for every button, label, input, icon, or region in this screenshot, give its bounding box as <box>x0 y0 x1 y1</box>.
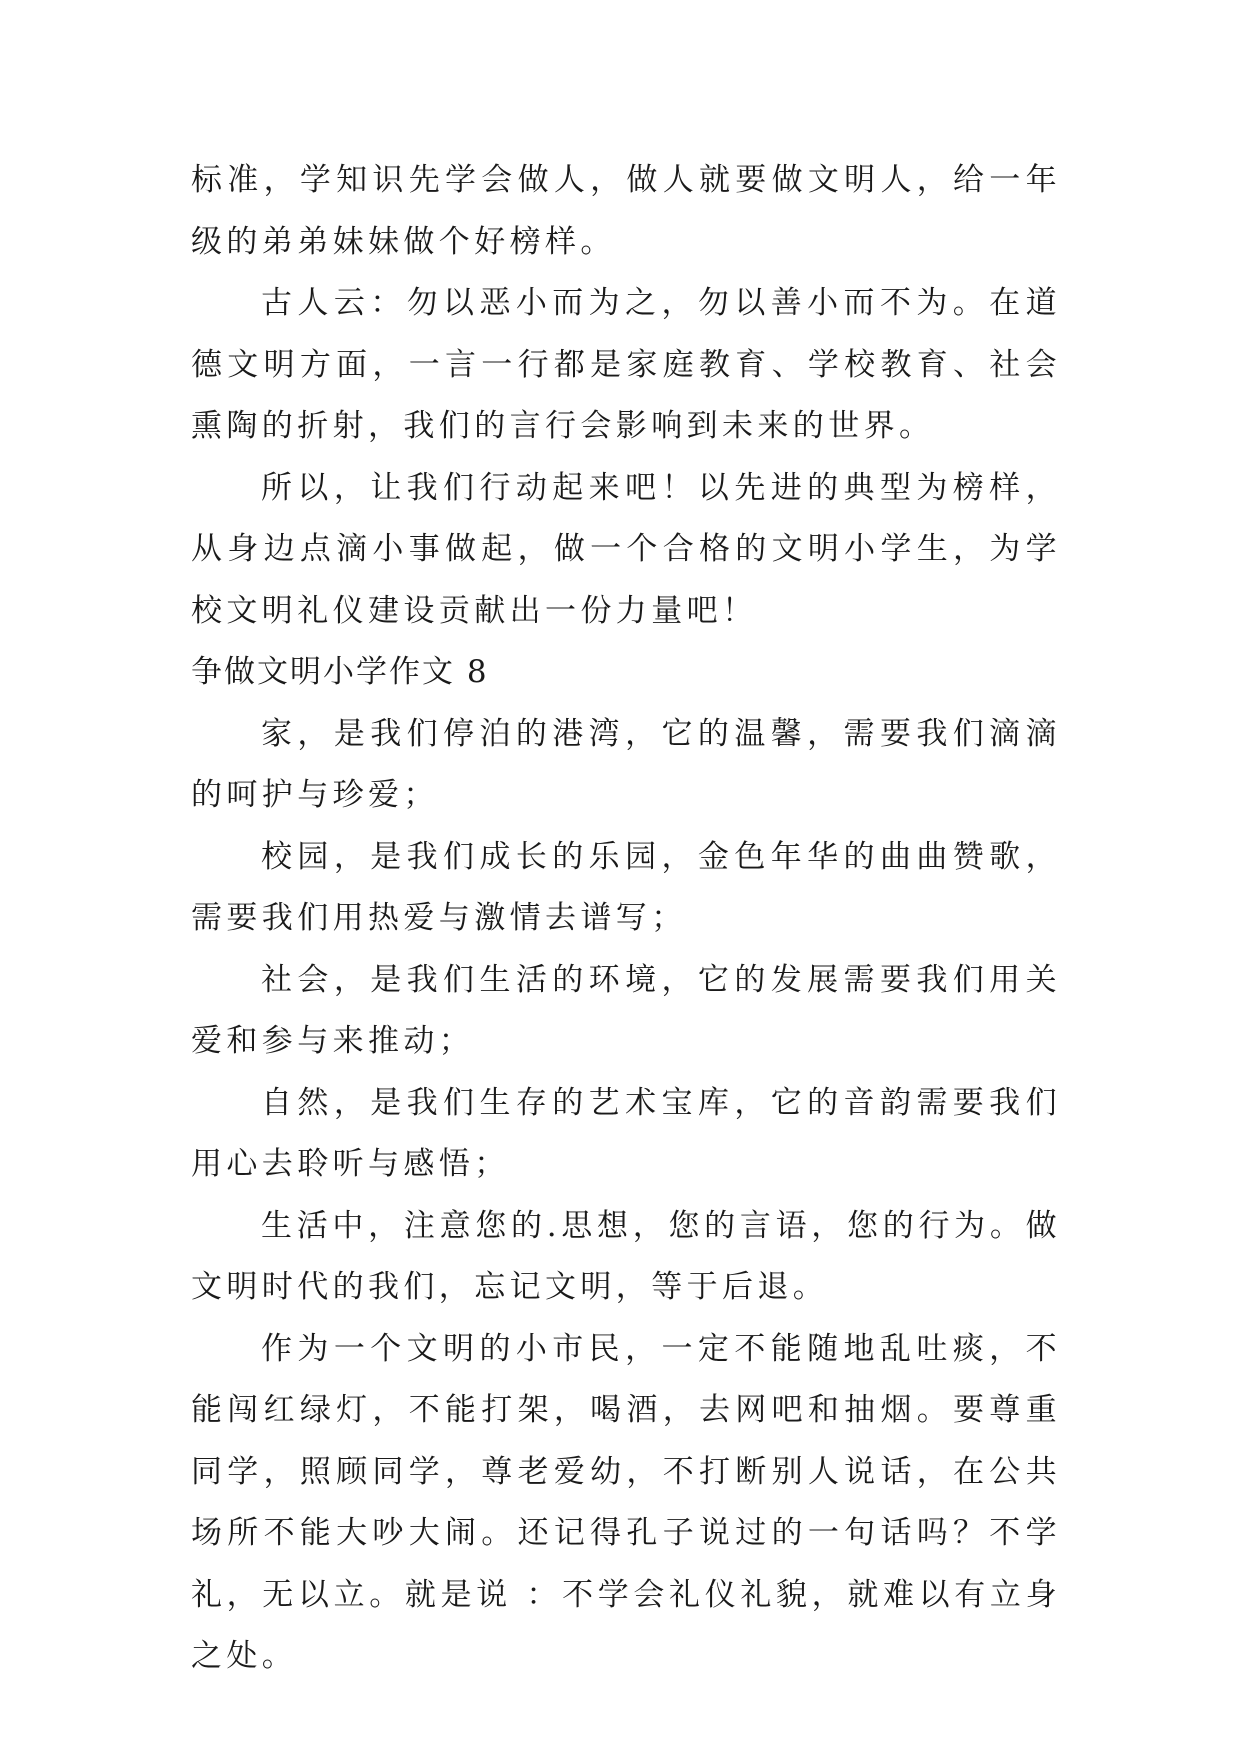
paragraph: 古人云：勿以恶小而为之，勿以善小而不为。在道德文明方面，一言一行都是家庭教育、学校教育、社会熏陶的折射，我们的言行会影响到未来的世界。 <box>191 285 1061 444</box>
paragraph: 自然，是我们生存的艺术宝库，它的音韵需要我们用心去聆听与感悟； <box>191 1084 1061 1182</box>
paragraph: 社会，是我们生活的环境，它的发展需要我们用关爱和参与来推动； <box>191 961 1061 1059</box>
paragraph: 家，是我们停泊的港湾，它的温馨，需要我们滴滴的呵护与珍爱； <box>191 715 1061 813</box>
document-body <box>191 150 1061 1688</box>
section-heading: 争做文明小学作文 8 <box>191 654 489 690</box>
paragraph: 所以，让我们行动起来吧！以先进的典型为榜样，从身边点滴小事做起，做一个合格的文明小学生，为学校文明礼仪建设贡献出一份力量吧！ <box>191 469 1061 629</box>
paragraph-continuation: 标准，学知识先学会做人，做人就要做文明人，给一年级的弟弟妹妹做个好榜样。 <box>191 162 1061 260</box>
paragraph: 作为一个文明的小市民，一定不能随地乱吐痰，不能闯红绿灯，不能打架，喝酒，去网吧和抽烟。要尊重同学，照顾同学，尊老爱幼，不打断别人说话，在公共场所不能大吵大闹。还记得孔子说过的一句话吗？不学礼，无以立。就是说 ：不学会礼仪礼貌，就难以有立身之处。 <box>191 1330 1061 1674</box>
paragraph: 校园，是我们成长的乐园，金色年华的曲曲赞歌，需要我们用热爱与激情去谱写； <box>191 838 1061 936</box>
paragraph: 生活中，注意您的.思想，您的言语，您的行为。做文明时代的我们，忘记文明，等于后退。 <box>191 1207 1061 1305</box>
